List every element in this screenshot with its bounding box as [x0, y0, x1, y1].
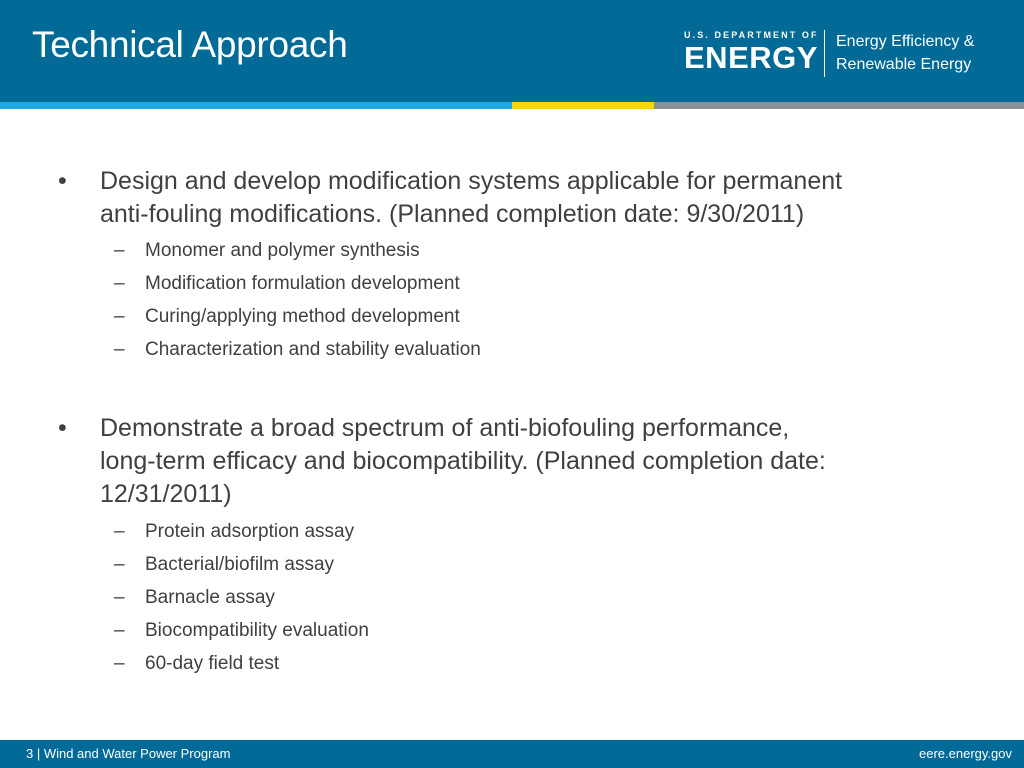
- bullet-2-line-3: 12/31/2011): [100, 480, 232, 508]
- bullet-item-1: [100, 165, 980, 231]
- sub-bullet-marker: –: [114, 339, 125, 360]
- sub-bullet-marker: –: [114, 620, 125, 641]
- sub-item: Characterization and stability evaluation: [145, 339, 481, 360]
- sub-item: Protein adsorption assay: [145, 521, 355, 542]
- sub-bullet-marker: –: [114, 306, 125, 327]
- bullet-marker: •: [58, 414, 67, 442]
- accent-stripe-yellow: [512, 102, 654, 109]
- sub-item: Modification formulation development: [145, 273, 460, 294]
- sub-item: Bacterial/biofilm assay: [145, 554, 335, 575]
- bullet-item-2: [100, 412, 980, 511]
- slide-header: [0, 0, 1024, 102]
- sub-bullet-marker: –: [114, 587, 125, 608]
- sub-bullet-marker: –: [114, 521, 125, 542]
- logo-divider: [824, 30, 825, 77]
- sub-item: Curing/applying method development: [145, 306, 460, 327]
- logo-office-line-1: Energy Efficiency &: [836, 33, 975, 50]
- sub-bullet-marker: –: [114, 554, 125, 575]
- sub-item: Biocompatibility evaluation: [145, 620, 369, 641]
- accent-stripe-blue: [0, 102, 512, 109]
- footer-page-program: 3 | Wind and Water Power Program: [26, 746, 231, 761]
- sub-item: Barnacle assay: [145, 587, 275, 608]
- bullet-2-line-2: long-term efficacy and biocompatibility. (Planned completion date:: [100, 447, 826, 475]
- sub-bullet-marker: –: [114, 273, 125, 294]
- logo-office-line-2: Renewable Energy: [836, 56, 972, 73]
- logo-office-name: [836, 30, 974, 76]
- sub-item: 60-day field test: [145, 653, 280, 674]
- sub-bullet-marker: –: [114, 240, 125, 261]
- accent-stripe-gray: [654, 102, 1024, 109]
- logo-department-text: U.S. DEPARTMENT OF: [684, 30, 819, 40]
- footer-website: eere.energy.gov: [919, 746, 1012, 761]
- sub-item: Monomer and polymer synthesis: [145, 240, 420, 261]
- logo-energy-wordmark: ENERGY: [684, 40, 818, 75]
- bullet-2-line-1: Demonstrate a broad spectrum of anti-biofouling performance,: [100, 414, 790, 442]
- bullet-1-line-1: Design and develop modification systems applicable for permanent: [100, 167, 843, 195]
- slide-title: Technical Approach: [32, 24, 348, 65]
- slide-footer: [0, 740, 1024, 768]
- bullet-marker: •: [58, 167, 67, 195]
- sub-bullet-marker: –: [114, 653, 125, 674]
- bullet-1-line-2: anti-fouling modifications. (Planned completion date: 9/30/2011): [100, 200, 805, 228]
